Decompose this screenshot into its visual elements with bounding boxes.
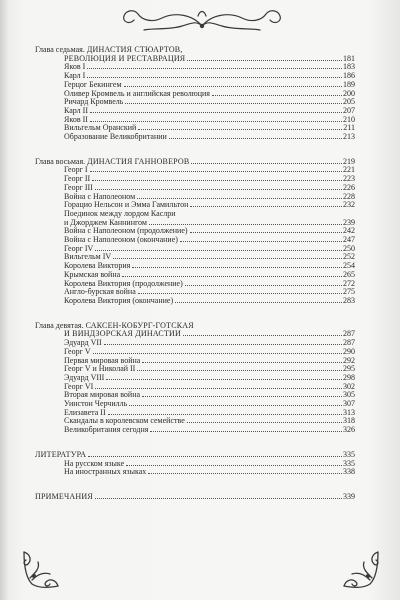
page-number: 339 <box>343 491 355 501</box>
entry-label: Карл II <box>64 106 88 115</box>
dot-leader <box>132 262 342 268</box>
dot-leader <box>142 391 342 397</box>
entry-label: Королева Виктория (продолжение) <box>64 279 183 288</box>
entry-label: На иностранных языках <box>64 468 147 477</box>
entry-label: Крымская война <box>64 270 121 279</box>
entry-label: Георг III <box>64 183 93 192</box>
toc-entry <box>35 409 355 418</box>
entry-label: Карл I <box>64 72 86 81</box>
toc-entry <box>35 460 355 469</box>
dot-leader <box>90 166 342 172</box>
toc-entry <box>35 63 355 72</box>
entry-label: Образование Великобритании <box>64 133 167 142</box>
entry-label: Оливер Кромвель и английская революция <box>64 89 210 98</box>
chapter-heading-cont <box>35 55 355 64</box>
chapter-heading <box>35 158 355 167</box>
dot-leader <box>95 184 342 190</box>
chapter-prefix: Глава девятая. <box>35 321 84 330</box>
page-number: 242 <box>343 226 355 236</box>
dot-leader <box>180 236 342 242</box>
page-number: 292 <box>343 355 355 365</box>
page-number: 211 <box>343 123 355 133</box>
chapter-title-line: РЕВОЛЮЦИЯ И РЕСТАВРАЦИЯ <box>64 54 186 63</box>
page-number: 290 <box>343 346 355 356</box>
page-number: 205 <box>343 97 355 107</box>
toc-entry <box>35 339 355 348</box>
entry-label: Война с Наполеоном <box>64 192 136 201</box>
dot-leader <box>95 383 342 389</box>
entry-label: Война с Наполеоном (окончание) <box>64 236 178 245</box>
entry-label: Эдуард VII <box>64 339 102 348</box>
toc-entry <box>35 175 355 184</box>
dot-leader <box>187 55 342 61</box>
toc-entry <box>35 184 355 193</box>
toc-entry <box>35 98 355 107</box>
page-number: 207 <box>343 105 355 115</box>
page-gutter-shadow <box>0 0 8 600</box>
page-number: 210 <box>343 114 355 124</box>
entry-label: Георг IV <box>64 244 94 253</box>
dot-leader <box>169 133 342 139</box>
page-number: 200 <box>343 88 355 98</box>
toc-entry <box>35 107 355 116</box>
section-title: ЛИТЕРАТУРА <box>35 450 87 459</box>
page-number: 239 <box>343 217 355 227</box>
page-number: 228 <box>343 191 355 201</box>
chapter-title-line: ДИНАСТИЯ ГАННОВЕРОВ <box>87 157 190 166</box>
entry-label: Елизавета II <box>64 408 106 417</box>
toc-entry <box>35 383 355 392</box>
page-number: 335 <box>343 458 355 468</box>
entry-label: Ричард Кромвель <box>64 98 124 107</box>
section-heading <box>35 451 355 460</box>
page-number: 186 <box>343 71 355 81</box>
notes-section <box>35 493 355 502</box>
chapter-title-line: И ВИНДЗОРСКАЯ ДИНАСТИИ <box>64 330 182 339</box>
page-number: 307 <box>343 399 355 409</box>
dot-leader <box>148 468 342 474</box>
page-number: 226 <box>343 182 355 192</box>
page-number: 298 <box>343 372 355 382</box>
toc-entry <box>35 374 355 383</box>
dot-leader <box>113 253 342 259</box>
section-title: ПРИМЕЧАНИЯ <box>35 492 93 501</box>
entry-label: Вильгельм Оранский <box>64 124 137 133</box>
page-number: 305 <box>343 390 355 400</box>
entry-label: Георг II <box>64 175 91 184</box>
page-number: 326 <box>343 425 355 435</box>
page-number: 181 <box>343 53 355 63</box>
dot-leader <box>125 98 342 104</box>
toc-entry <box>35 297 355 306</box>
dot-leader <box>106 374 342 380</box>
entry-label: Уинстон Черчилль <box>64 400 128 409</box>
chapter-prefix: Глава восьмая. <box>35 157 86 166</box>
entry-label: Георг V <box>64 347 91 356</box>
entry-label: Яков II <box>64 115 88 124</box>
dot-leader <box>187 417 342 423</box>
page-number: 335 <box>343 449 355 459</box>
page-number: 183 <box>343 62 355 72</box>
dot-leader <box>212 90 342 96</box>
page-number: 265 <box>343 269 355 279</box>
chapter-section <box>35 158 355 306</box>
chapter-section <box>35 322 355 435</box>
dot-leader <box>90 116 342 122</box>
toc-entry <box>35 280 355 289</box>
entry-label: Скандалы в королевском семействе <box>64 417 185 426</box>
toc-entry <box>35 271 355 280</box>
dot-leader <box>129 400 342 406</box>
page-number: 295 <box>343 364 355 374</box>
dot-leader <box>108 409 342 415</box>
page-number: 313 <box>343 407 355 417</box>
page-number: 252 <box>343 252 355 262</box>
entry-label: Королева Виктория <box>64 262 131 271</box>
literature-section <box>35 451 355 477</box>
dot-leader <box>90 107 342 113</box>
toc-entry <box>35 253 355 262</box>
toc-entry <box>35 81 355 90</box>
entry-label: Великобритания сегодня <box>64 426 149 435</box>
toc-entry <box>35 357 355 366</box>
toc-entry <box>35 391 355 400</box>
page-number: 250 <box>343 243 355 253</box>
toc-entry <box>35 201 355 210</box>
toc-entry <box>35 219 355 228</box>
chapter-heading-cont <box>35 330 355 339</box>
dot-leader <box>190 201 342 207</box>
page-number: 219 <box>343 156 355 166</box>
top-flourish-ornament <box>112 6 292 36</box>
entry-label: Вторая мировая война <box>64 391 141 400</box>
page-number: 247 <box>343 235 355 245</box>
dot-leader <box>190 227 342 233</box>
section-heading <box>35 493 355 502</box>
entry-label: На русском языке <box>64 459 125 468</box>
entry-label: Георг VI <box>64 382 94 391</box>
page-number: 338 <box>343 467 355 477</box>
dot-leader <box>88 451 342 457</box>
dot-leader <box>191 158 342 164</box>
toc-entry <box>35 288 355 297</box>
page-number: 283 <box>343 295 355 305</box>
toc-entry <box>35 365 355 374</box>
toc-entry <box>35 166 355 175</box>
dot-leader <box>138 288 342 294</box>
page-number: 213 <box>343 132 355 142</box>
page-number: 254 <box>343 261 355 271</box>
entry-label: Война с Наполеоном (продолжение) <box>64 227 188 236</box>
entry-label: Яков I <box>64 63 86 72</box>
dot-leader <box>150 426 342 432</box>
toc-entry <box>35 348 355 357</box>
entry-label: Вильгельм IV <box>64 253 112 262</box>
page-number: 302 <box>343 381 355 391</box>
entry-label: Эдуард VIII <box>64 373 105 382</box>
dot-leader <box>137 193 342 199</box>
chapter-prefix: Глава седьмая. <box>35 46 85 54</box>
page-number: 189 <box>343 79 355 89</box>
page-number: 232 <box>343 200 355 210</box>
bottom-left-corner-ornament <box>20 548 62 590</box>
dot-leader <box>124 81 342 87</box>
entry-label: Георг I <box>64 166 88 175</box>
toc-entry <box>35 245 355 254</box>
page-number: 318 <box>343 416 355 426</box>
entry-label: Герцог Бекингем <box>64 80 122 89</box>
page-number: 287 <box>343 338 355 348</box>
toc-entry <box>35 116 355 125</box>
page-number: 221 <box>343 165 355 175</box>
dot-leader <box>142 357 342 363</box>
dot-leader <box>126 460 342 466</box>
chapter-heading <box>35 322 355 331</box>
dot-leader <box>87 72 342 78</box>
dot-leader <box>149 219 342 225</box>
entry-label: Англо-бурская война <box>64 288 136 297</box>
dot-leader <box>92 175 342 181</box>
entry-label: Королева Виктория (окончание) <box>64 296 174 305</box>
chapter-section <box>35 46 355 142</box>
entry-label: Поединок между лордом Каслри <box>64 209 176 218</box>
dot-leader <box>122 271 342 277</box>
dot-leader <box>87 63 342 69</box>
toc-entry <box>35 124 355 133</box>
toc-entry <box>35 193 355 202</box>
page-number: 272 <box>343 278 355 288</box>
bottom-right-corner-ornament <box>340 548 382 590</box>
entry-label: Георг V и Николай II <box>64 365 136 374</box>
toc-entry <box>35 227 355 236</box>
chapter-title-line: ДИНАСТИЯ СТЮАРТОВ, <box>86 46 183 54</box>
toc-entry <box>35 468 355 477</box>
toc-entry <box>35 236 355 245</box>
table-of-contents <box>35 46 355 502</box>
chapter-title-line: САКСЕН-КОБУРГ-ГОТСКАЯ <box>85 321 194 330</box>
toc-entry <box>35 426 355 435</box>
toc-entry <box>35 400 355 409</box>
toc-entry <box>35 210 355 219</box>
toc-entry <box>35 417 355 426</box>
dot-leader <box>175 297 342 303</box>
entry-label: и Джорджем Каннингом <box>64 218 147 227</box>
dot-leader <box>104 339 342 345</box>
page-number: 287 <box>343 329 355 339</box>
toc-entry <box>35 90 355 99</box>
toc-entry <box>35 262 355 271</box>
dot-leader <box>138 124 342 130</box>
dot-leader <box>95 493 342 499</box>
toc-entry <box>35 72 355 81</box>
dot-leader <box>185 280 342 286</box>
entry-label: Первая мировая война <box>64 356 141 365</box>
dot-leader <box>95 245 342 251</box>
entry-label: Горацио Нельсон и Эмма Гамильтон <box>64 201 189 210</box>
page-number: 275 <box>343 287 355 297</box>
page-number: 223 <box>343 174 355 184</box>
chapter-heading <box>35 46 355 55</box>
toc-entry <box>35 133 355 142</box>
dot-leader <box>93 348 342 354</box>
dot-leader <box>137 365 342 371</box>
dot-leader <box>183 330 342 336</box>
